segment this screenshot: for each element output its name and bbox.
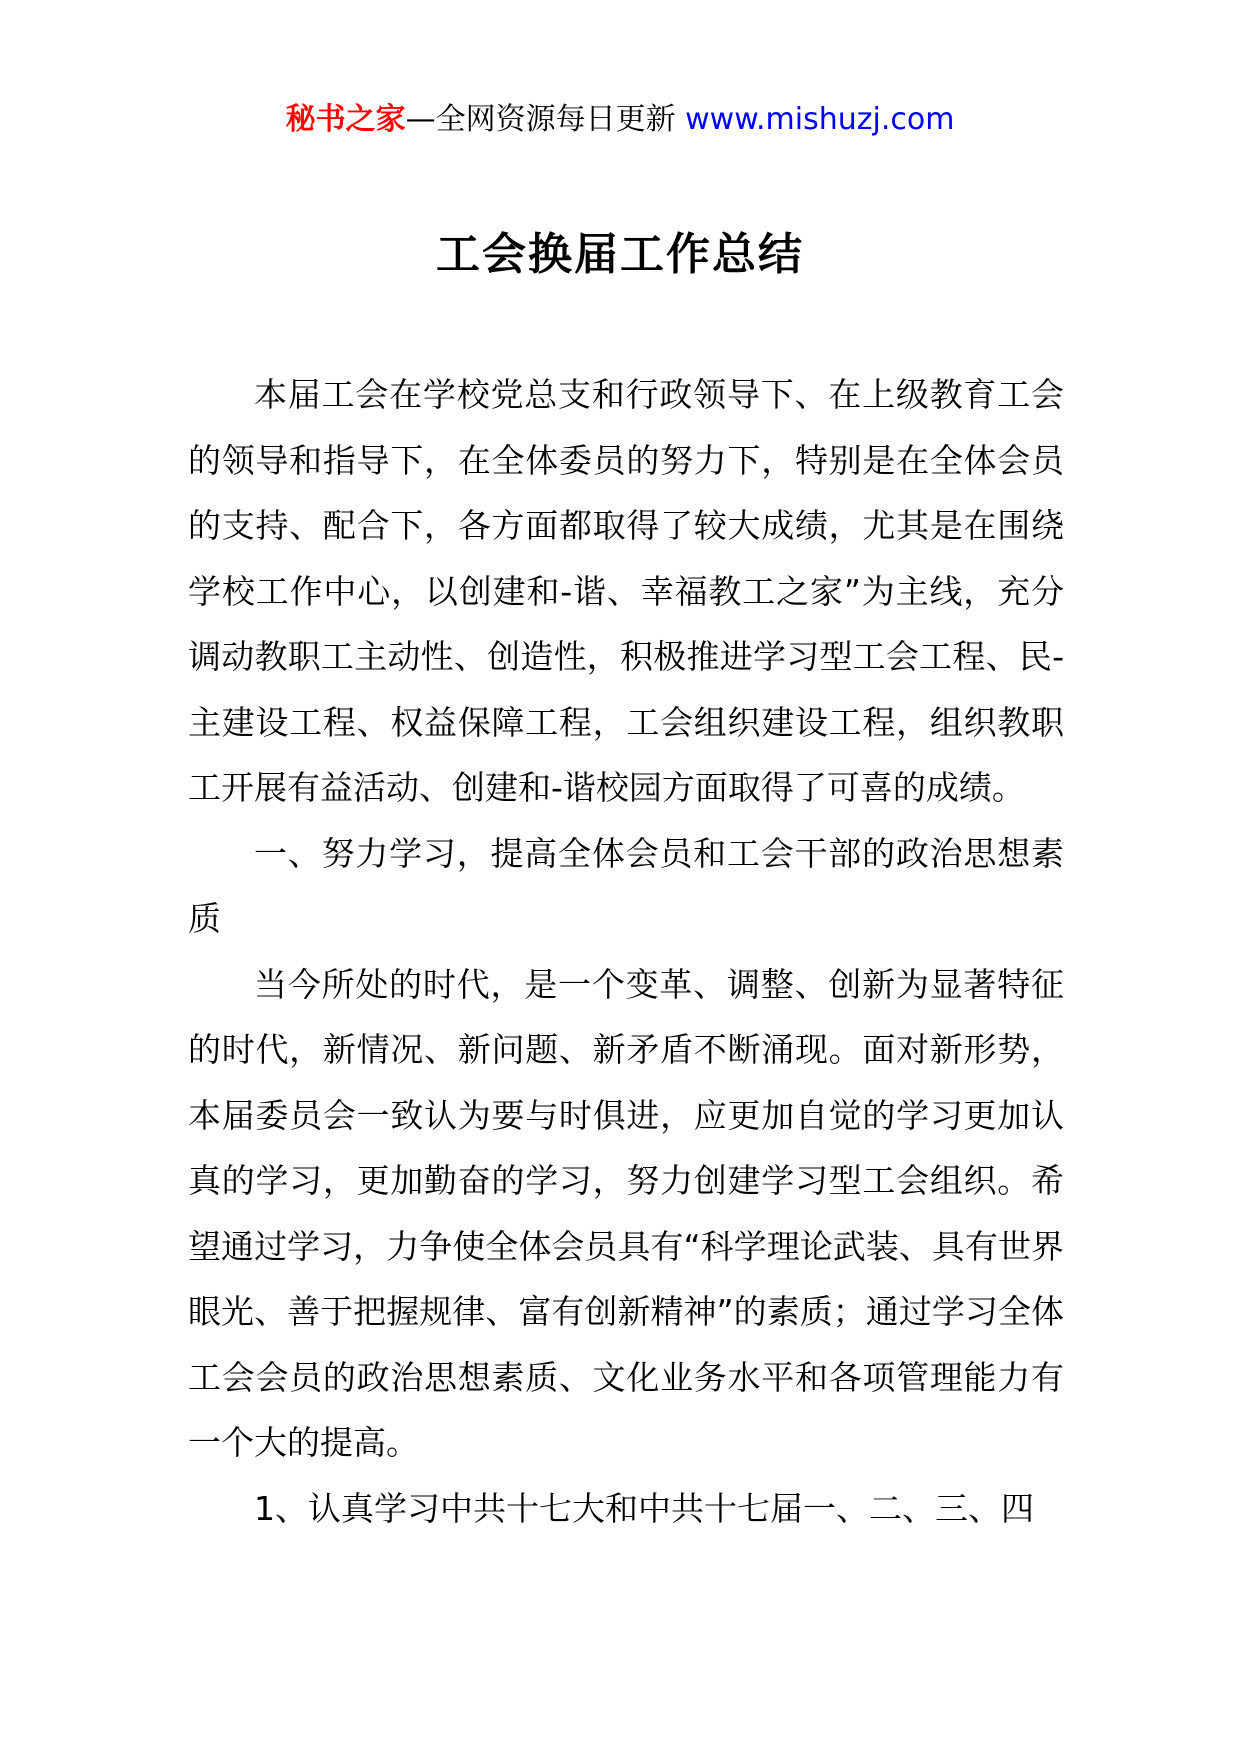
body-paragraph: 当今所处的时代，是一个变革、调整、创新为显著特征的时代，新情况、新问题、新矛盾不断涌现。面对新形势，本届委员会一致认为要与时俱进，应更加自觉的学习更加认真的学习，更加勤奋的学习，努力创建学习型工会组织。希望通过学习，力争使全体会员具有“科学理论武装、具有世界眼光、善于把握规律、富有创新精神”的素质；通过学习全体工会会员的政治思想素质、文化业务水平和各项管理能力有一个大的提高。 [188,964,1064,1462]
document-body [188,362,1064,1541]
site-url-link[interactable]: www.mishuzj.com [685,102,955,137]
section-heading: 一、努力学习，提高全体会员和工会干部的政治思想素质 [188,833,1064,938]
body-paragraph: 本届工会在学校党总支和行政领导下、在上级教育工会的领导和指导下，在全体委员的努力下，特别是在全体会员的支持、配合下，各方面都取得了较大成绩，尤其是在围绕学校工作中心，以创建和-谐、幸福教工之家”为主线，充分调动教职工主动性、创造性，积极推进学习型工会工程、民-主建设工程、权益保障工程，工会组织建设工程，组织教职工开展有益活动、创建和-谐校园方面取得了可喜的成绩。 [188,375,1064,807]
document-title: 工会换届工作总结 [436,229,804,280]
list-item: 1、认真学习中共十七大和中共十七届一、二、三、四 [254,1488,1034,1528]
header-tagline: —全网资源每日更新 [405,102,686,137]
brand-name: 秘书之家 [285,102,406,137]
site-header [0,100,1240,140]
